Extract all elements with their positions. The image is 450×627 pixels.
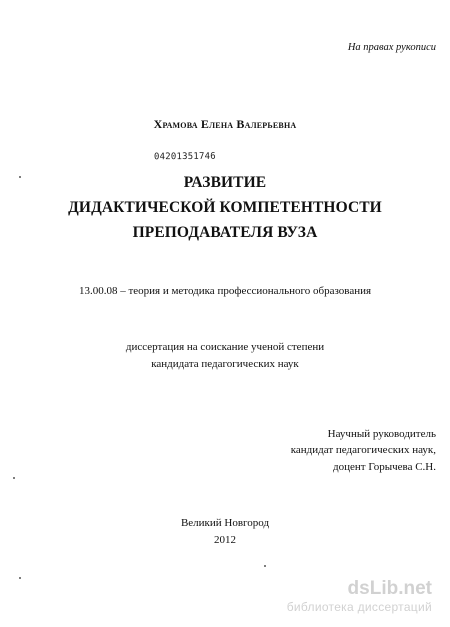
supervisor-line-3: доцент Горычева С.Н. <box>333 461 436 473</box>
scan-speck <box>13 477 15 479</box>
city: Великий Новгород <box>180 517 270 529</box>
specialty-code: 13.00.08 – теория и методика профессионального образования <box>78 285 372 297</box>
library-stamp-number: 04201351746 <box>153 151 216 163</box>
supervisor-line-2: кандидат педагогических наук, <box>290 444 436 456</box>
title-line-3: ПРЕПОДАВАТЕЛЯ ВУЗА <box>132 224 318 241</box>
scan-speck <box>19 176 21 178</box>
thesis-line-1: диссертация на соискание ученой степени <box>125 341 325 353</box>
thesis-line-2: кандидата педагогических наук <box>151 358 299 370</box>
watermark <box>252 578 432 618</box>
watermark-subtitle: библиотека диссертаций <box>286 600 432 614</box>
scan-speck <box>264 565 266 567</box>
watermark-logo: dsLib.net <box>347 578 432 599</box>
author-name: Храмова Елена Валерьевна <box>153 117 297 131</box>
rights-notice: На правах рукописи <box>347 42 436 53</box>
supervisor-line-1: Научный руководитель <box>327 428 436 440</box>
title-line-2: ДИДАКТИЧЕСКОЙ КОМПЕТЕНТНОСТИ <box>68 199 382 216</box>
title-line-1: РАЗВИТИЕ <box>183 174 267 191</box>
year: 2012 <box>214 534 236 546</box>
scan-speck <box>19 577 21 579</box>
